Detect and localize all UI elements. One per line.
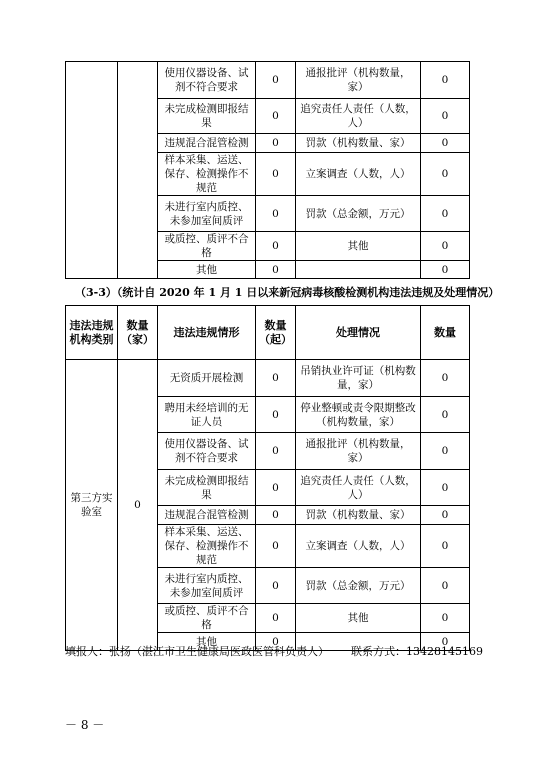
count-cell: 0 (256, 232, 296, 261)
continued-table (65, 61, 470, 279)
count-cell: 0 (256, 568, 296, 604)
situation-cell: 样本采集、运送、保存、检测操作不规范 (158, 525, 256, 568)
count-cell: 0 (256, 261, 296, 279)
situation-cell: 违规混合混管检测 (158, 134, 256, 153)
count-cell: 0 (256, 433, 296, 470)
situation-cell: 或质控、质评不合格 (158, 232, 256, 261)
header-category: 违法违规机构类别 (66, 306, 118, 360)
quantity-cell: 0 (421, 604, 470, 633)
table-caption: （3-3）（统计自 2020 年 1 月 1 日以来新冠病毒核酸检测机构违法违规及处理情况） (75, 286, 500, 299)
quantity-cell: 0 (421, 153, 470, 196)
count-cell: 0 (256, 196, 296, 232)
handling-cell: 其他 (296, 232, 421, 261)
count-cell: 0 (256, 633, 296, 651)
quantity-cell: 0 (421, 261, 470, 279)
header-count: 数量（家） (118, 306, 158, 360)
quantity-cell: 0 (421, 470, 470, 506)
table-row (66, 62, 470, 99)
count-cell: 0 (256, 360, 296, 397)
situation-cell: 使用仪器设备、试剂不符合要求 (158, 433, 256, 470)
quantity-cell: 0 (421, 506, 470, 525)
header-quantity: 数量 (421, 306, 470, 360)
handling-cell: 追究责任人责任（人数，人） (296, 99, 421, 134)
page-number: － 8 － (65, 718, 105, 732)
handling-cell: 罚款（总金额，万元） (296, 568, 421, 604)
header-handling: 处理情况 (296, 306, 421, 360)
contact-text: 联系方式：13428145169 (351, 645, 483, 658)
handling-cell: 通报批评（机构数量，家） (296, 62, 421, 99)
count-cell: 0 (256, 506, 296, 525)
handling-cell: 吊销执业许可证（机构数量，家） (296, 360, 421, 397)
quantity-cell: 0 (421, 360, 470, 397)
quantity-cell: 0 (421, 99, 470, 134)
situation-cell: 未完成检测即报结果 (158, 99, 256, 134)
situation-cell: 无资质开展检测 (158, 360, 256, 397)
count-cell: 0 (256, 604, 296, 633)
count-cell: 0 (256, 134, 296, 153)
violations-table (65, 305, 470, 651)
quantity-cell: 0 (421, 232, 470, 261)
situation-cell: 其他 (158, 261, 256, 279)
reporter-footer (65, 643, 483, 659)
header-situation-count: 数量（起） (256, 306, 296, 360)
table-header-row (66, 306, 470, 360)
situation-cell: 未进行室内质控、未参加室间质评 (158, 196, 256, 232)
count-cell: 0 (256, 99, 296, 134)
situation-cell: 使用仪器设备、试剂不符合要求 (158, 62, 256, 99)
category-count-cell (118, 62, 158, 279)
table-row (66, 360, 470, 397)
situation-cell: 样本采集、运送、保存、检测操作不规范 (158, 153, 256, 196)
handling-cell: 罚款（机构数量、家） (296, 506, 421, 525)
handling-cell: 立案调查（人数，人） (296, 153, 421, 196)
reporter-text: 填报人：张扬（湛江市卫生健康局医政医管科负责人） (65, 645, 329, 658)
category-count-cell: 0 (118, 360, 158, 651)
category-cell (66, 62, 118, 279)
situation-cell: 未完成检测即报结果 (158, 470, 256, 506)
handling-cell: 其他 (296, 604, 421, 633)
quantity-cell: 0 (421, 62, 470, 99)
handling-cell: 罚款（机构数量、家） (296, 134, 421, 153)
quantity-cell: 0 (421, 633, 470, 651)
count-cell: 0 (256, 62, 296, 99)
situation-cell: 其他 (158, 633, 256, 651)
header-situation: 违法违规情形 (158, 306, 256, 360)
handling-cell: 停业整顿或责令限期整改（机构数量，家） (296, 397, 421, 433)
quantity-cell: 0 (421, 568, 470, 604)
handling-cell: 立案调查（人数，人） (296, 525, 421, 568)
handling-cell: 通报批评（机构数量，家） (296, 433, 421, 470)
count-cell: 0 (256, 470, 296, 506)
situation-cell: 未进行室内质控、未参加室间质评 (158, 568, 256, 604)
handling-cell: 追究责任人责任（人数，人） (296, 470, 421, 506)
handling-cell: 罚款（总金额，万元） (296, 196, 421, 232)
quantity-cell: 0 (421, 525, 470, 568)
quantity-cell: 0 (421, 397, 470, 433)
quantity-cell: 0 (421, 196, 470, 232)
count-cell: 0 (256, 397, 296, 433)
quantity-cell: 0 (421, 134, 470, 153)
quantity-cell: 0 (421, 433, 470, 470)
situation-cell: 或质控、质评不合格 (158, 604, 256, 633)
count-cell: 0 (256, 525, 296, 568)
situation-cell: 聘用未经培训的无证人员 (158, 397, 256, 433)
category-cell: 第三方实验室 (66, 360, 118, 651)
count-cell: 0 (256, 153, 296, 196)
situation-cell: 违规混合混管检测 (158, 506, 256, 525)
handling-cell (296, 261, 421, 279)
